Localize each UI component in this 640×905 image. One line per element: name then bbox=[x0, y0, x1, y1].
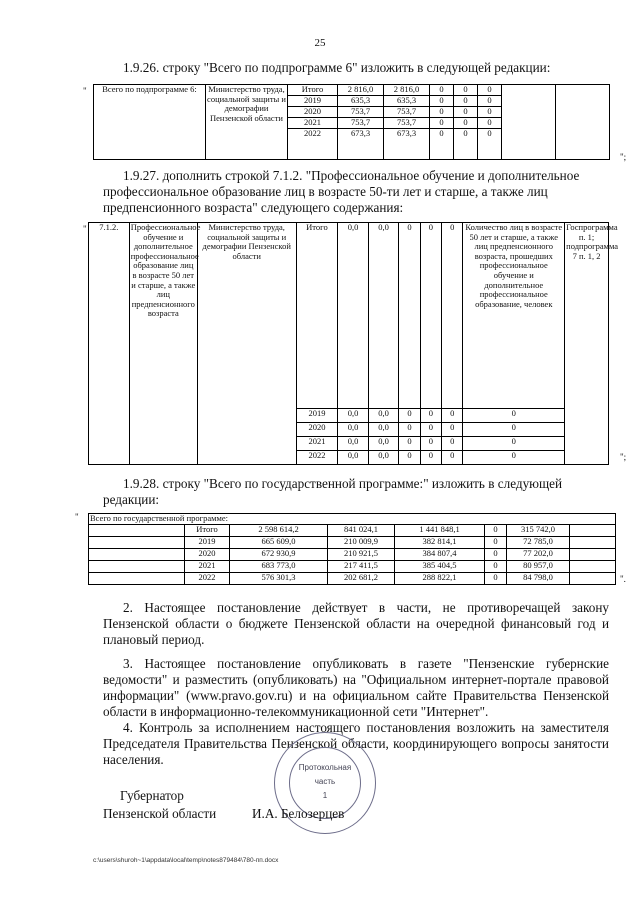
table-cell: 0 bbox=[442, 409, 463, 423]
section-heading-2: 1.9.27. дополнить строкой 7.1.2. "Профессиональное обучение и дополнительное профессиональное образование лиц в возрасте 50-ти лет и старше, а также лиц предпенсионного возраста" следующего содержания: bbox=[103, 168, 580, 215]
table-cell: 0 bbox=[463, 451, 565, 465]
table-cell: Итого bbox=[185, 524, 230, 536]
table-cell: 2 816,0 bbox=[384, 85, 430, 96]
table-row bbox=[89, 560, 616, 572]
table-cell: 0 bbox=[399, 409, 420, 423]
table-cell: 576 301,3 bbox=[230, 572, 328, 584]
table-cell-org: Министерство труда, социальной защиты и демографии Пензенской области bbox=[197, 223, 296, 465]
table-cell: 753,7 bbox=[338, 118, 384, 129]
table-cell: 0 bbox=[430, 129, 454, 160]
table-cell: 0 bbox=[420, 423, 441, 437]
table-cell: 0 bbox=[454, 107, 478, 118]
table-cell-name: Профессиональное обучение и дополнительное профессиональное образование лиц в возрасте 50 лет и старше, а также лиц предпенсионного возраста bbox=[129, 223, 197, 465]
table-cell: 72 785,0 bbox=[507, 536, 570, 548]
table-cell: 210 009,9 bbox=[328, 536, 395, 548]
paragraph-4: 4. Контроль за исполнением настоящего постановления возложить на заместителя Председателя Правительства Пензенской области, координирующего вопросы занятости населения. bbox=[103, 720, 609, 767]
table-cell-empty bbox=[89, 548, 185, 560]
table-cell: 2 816,0 bbox=[338, 85, 384, 96]
table-cell: 2022 bbox=[296, 451, 338, 465]
table-cell: 0,0 bbox=[338, 451, 369, 465]
table-cell-indicator: Количество лиц в возрасте 50 лет и старше, а также лиц предпенсионного возраста, прошедших профессиональное обучение и дополнительное профессиональное образование, человек bbox=[463, 223, 565, 409]
table-cell: 0 bbox=[420, 223, 441, 409]
table-cell-empty bbox=[89, 524, 185, 536]
table-cell: 0 bbox=[478, 85, 502, 96]
table-row bbox=[89, 536, 616, 548]
table-cell: 0,0 bbox=[368, 423, 399, 437]
table-cell: 2022 bbox=[288, 129, 338, 160]
table-cell: 753,7 bbox=[384, 118, 430, 129]
table-cell: 315 742,0 bbox=[507, 524, 570, 536]
table-cell: 0 bbox=[420, 409, 441, 423]
table-cell: 0 bbox=[442, 451, 463, 465]
table-cell: 84 798,0 bbox=[507, 572, 570, 584]
table-cell-empty bbox=[570, 536, 616, 548]
table-cell-name: Всего по государственной программе: bbox=[89, 514, 616, 525]
table-cell: 0 bbox=[485, 560, 507, 572]
table-cell: 841 024,1 bbox=[328, 524, 395, 536]
signature-title-2: Пензенской области bbox=[103, 806, 217, 821]
table-cell-program: Госпрограмма п. 1; подпрограмма 7 п. 1, 2 bbox=[565, 223, 609, 465]
table-cell: 0 bbox=[485, 524, 507, 536]
table-cell: 77 202,0 bbox=[507, 548, 570, 560]
stamp-line-3: 1 bbox=[322, 791, 328, 800]
paragraph-3: 3. Настоящее постановление опубликовать в газете "Пензенские губернские ведомости" и разместить (опубликовать) на "Официальном интернет-портале правовой информации" (www.pravo.gov.ru) и на официальном сайте Правительства Пензенской области в информационно-телекоммуникационной сети "Интернет". bbox=[103, 656, 609, 719]
table-cell: 210 921,5 bbox=[328, 548, 395, 560]
table-cell: 0 bbox=[399, 423, 420, 437]
end-mark-1: "; bbox=[620, 152, 627, 162]
table-cell: 0,0 bbox=[338, 437, 369, 451]
table-cell: 0 bbox=[478, 118, 502, 129]
signature-name: И.А. Белозерцев bbox=[252, 806, 345, 821]
table-cell: 0 bbox=[442, 223, 463, 409]
table-cell: 0 bbox=[485, 572, 507, 584]
file-path: c:\users\shuroh~1\appdata\local\temp\notes879484\780-пп.docx bbox=[93, 857, 279, 864]
table-cell-org: Министерство труда, социальной защиты и демографии Пензенской области bbox=[206, 85, 288, 160]
table-row bbox=[94, 85, 610, 96]
stamp-line-2: часть bbox=[314, 777, 336, 786]
table-cell: 0 bbox=[430, 107, 454, 118]
table-cell: 0 bbox=[454, 85, 478, 96]
table-cell: 0,0 bbox=[368, 409, 399, 423]
table-cell: 0 bbox=[478, 96, 502, 107]
table-cell: Итого bbox=[296, 223, 338, 409]
table-cell: 0 bbox=[420, 437, 441, 451]
quote-open-1: " bbox=[83, 86, 87, 96]
table-cell: 217 411,5 bbox=[328, 560, 395, 572]
table-cell-empty bbox=[570, 548, 616, 560]
table-cell-empty bbox=[502, 85, 556, 160]
table-cell: 1 441 848,1 bbox=[395, 524, 485, 536]
table-cell: 2 598 614,2 bbox=[230, 524, 328, 536]
table-cell: 0 bbox=[430, 118, 454, 129]
table-cell: 0 bbox=[399, 223, 420, 409]
table-cell: 0 bbox=[442, 423, 463, 437]
table-cell-empty bbox=[570, 560, 616, 572]
table-cell-empty bbox=[570, 524, 616, 536]
stamp-line-1: Протокольная bbox=[298, 763, 352, 772]
section-heading-1: 1.9.26. строку "Всего по подпрограмме 6" изложить в следующей редакции: bbox=[123, 60, 551, 75]
table-cell: 0,0 bbox=[368, 437, 399, 451]
table-cell: 0 bbox=[454, 129, 478, 160]
table-cell: 0 bbox=[420, 451, 441, 465]
table-cell: 0 bbox=[478, 129, 502, 160]
table-cell: 2019 bbox=[185, 536, 230, 548]
table-subprogram-6 bbox=[93, 84, 610, 160]
table-cell: 0 bbox=[454, 118, 478, 129]
table-cell: 2020 bbox=[296, 423, 338, 437]
table-cell: 753,7 bbox=[338, 107, 384, 118]
table-cell: 0 bbox=[430, 96, 454, 107]
table-cell: 0 bbox=[430, 85, 454, 96]
table-cell: 80 957,0 bbox=[507, 560, 570, 572]
table-cell: 673,3 bbox=[338, 129, 384, 160]
table-cell: 0,0 bbox=[338, 409, 369, 423]
table-cell-number: 7.1.2. bbox=[89, 223, 130, 465]
table-cell: 0 bbox=[478, 107, 502, 118]
table-cell: 0 bbox=[399, 451, 420, 465]
paragraph-2: 2. Настоящее постановление действует в части, не противоречащей закону Пензенской области о бюджете Пензенской области на очередной финансовый год и плановый период. bbox=[103, 600, 609, 647]
table-cell: 753,7 bbox=[384, 107, 430, 118]
table-cell: Итого bbox=[288, 85, 338, 96]
table-cell: 0 bbox=[463, 423, 565, 437]
table-cell: 0,0 bbox=[368, 223, 399, 409]
table-cell: 0 bbox=[399, 437, 420, 451]
table-cell: 0 bbox=[463, 437, 565, 451]
table-cell: 0,0 bbox=[338, 423, 369, 437]
end-mark-2: "; bbox=[620, 452, 627, 462]
table-cell: 673,3 bbox=[384, 129, 430, 160]
table-cell-empty bbox=[570, 572, 616, 584]
table-cell: 202 681,2 bbox=[328, 572, 395, 584]
table-cell: 2021 bbox=[185, 560, 230, 572]
table-cell: 2021 bbox=[288, 118, 338, 129]
table-cell: 0,0 bbox=[338, 223, 369, 409]
table-cell: 2022 bbox=[185, 572, 230, 584]
page-number: 25 bbox=[314, 37, 326, 49]
table-row-7-1-2 bbox=[88, 222, 619, 465]
table-cell: 683 773,0 bbox=[230, 560, 328, 572]
table-row bbox=[89, 548, 616, 560]
table-cell: 0 bbox=[454, 96, 478, 107]
table-cell: 672 930,9 bbox=[230, 548, 328, 560]
end-mark-3: ". bbox=[620, 574, 626, 584]
table-cell: 2020 bbox=[185, 548, 230, 560]
table-cell: 0 bbox=[485, 548, 507, 560]
table-cell: 2021 bbox=[296, 437, 338, 451]
signature-title-1: Губернатор bbox=[120, 788, 184, 803]
table-cell: 288 822,1 bbox=[395, 572, 485, 584]
quote-open-2: " bbox=[83, 224, 87, 234]
table-state-program bbox=[88, 513, 616, 585]
table-cell-empty bbox=[556, 85, 610, 160]
table-cell: 0,0 bbox=[368, 451, 399, 465]
table-cell: 384 807,4 bbox=[395, 548, 485, 560]
table-cell: 0 bbox=[485, 536, 507, 548]
table-row bbox=[89, 572, 616, 584]
table-cell: 635,3 bbox=[338, 96, 384, 107]
table-cell: 382 814,1 bbox=[395, 536, 485, 548]
table-cell: 385 404,5 bbox=[395, 560, 485, 572]
table-row bbox=[89, 514, 616, 525]
table-cell: 665 609,0 bbox=[230, 536, 328, 548]
section-heading-3: 1.9.28. строку "Всего по государственной программе:" изложить в следующей редакции: bbox=[103, 476, 563, 507]
quote-open-3: " bbox=[75, 512, 79, 522]
table-cell-empty bbox=[89, 536, 185, 548]
table-cell: 2019 bbox=[288, 96, 338, 107]
table-row bbox=[89, 524, 616, 536]
table-cell: 635,3 bbox=[384, 96, 430, 107]
table-cell: 0 bbox=[463, 409, 565, 423]
table-cell-empty bbox=[89, 572, 185, 584]
table-cell-name: Всего по подпрограмме 6: bbox=[94, 85, 206, 160]
table-cell: 2019 bbox=[296, 409, 338, 423]
table-cell: 0 bbox=[442, 437, 463, 451]
table-row bbox=[89, 223, 609, 409]
table-cell: 2020 bbox=[288, 107, 338, 118]
table-cell-empty bbox=[89, 560, 185, 572]
